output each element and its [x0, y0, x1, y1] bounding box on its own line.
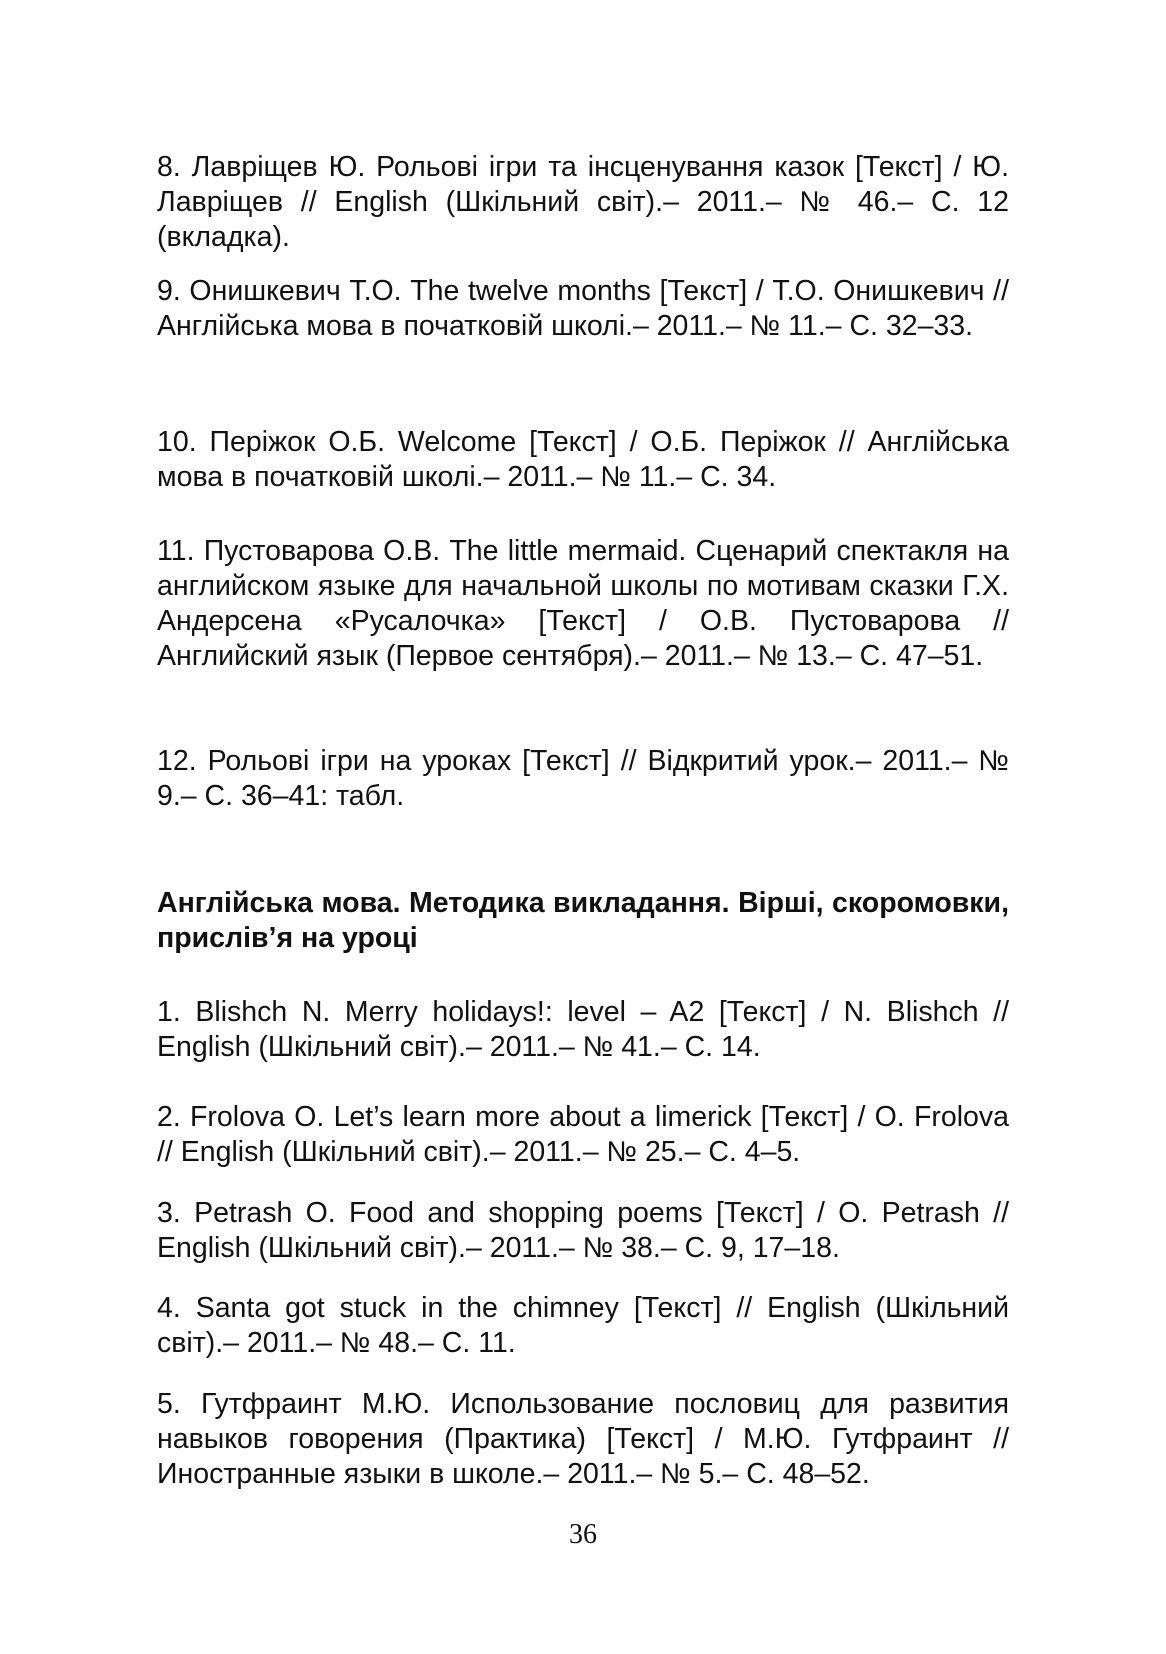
bibliography-entry: 12. Рольові ігри на уроках [Текст] // Відкритий урок.– 2011.– № 9.– С. 36–41: табл.	[157, 745, 1009, 812]
page-number: 36	[569, 1519, 597, 1550]
bibliography-entry: 10. Періжок О.Б. Welcome [Текст] / О.Б. Періжок // Англійська мова в початковій школі.– 2011.– № 11.– С. 34.	[157, 426, 1009, 493]
entry-12	[157, 744, 1009, 814]
bibliography-entry: 2. Frolova O. Let’s learn more about a limerick [Текст] / O. Frolova // English (Шкільний світ).– 2011.– № 25.– С. 4–5.	[157, 1101, 1009, 1168]
entry-s2-2	[157, 1100, 1009, 1170]
bibliography-entry: 1. Blishch N. Merry holidays!: level – A2 [Текст] / N. Blishch // English (Шкільний світ).– 2011.– № 41.– С. 14.	[157, 996, 1009, 1063]
entry-s2-4	[157, 1291, 1009, 1361]
entry-s2-3	[157, 1196, 1009, 1266]
entry-10	[157, 425, 1009, 495]
bibliography-entry: 8. Лавріщев Ю. Рольові ігри та інсценування казок [Текст] / Ю. Лавріщев // English (Шкільний світ).– 2011.– № 46.– С. 12 (вкладка).	[157, 151, 1009, 253]
section-heading: Англійська мова. Методика викладання. Вірші, скоромовки, прислів’я на уроці	[157, 887, 1009, 954]
entry-11	[157, 534, 1009, 674]
bibliography-entry: 4. Santa got stuck in the chimney [Текст] // English (Шкільний світ).– 2011.– № 48.– С. 11.	[157, 1292, 1009, 1359]
bibliography-entry: 9. Онишкевич Т.О. The twelve months [Текст] / Т.О. Онишкевич // Англійська мова в початковій школі.– 2011.– № 11.– С. 32–33.	[157, 275, 1009, 342]
entry-8	[157, 150, 1009, 255]
entry-s2-1	[157, 995, 1009, 1065]
entry-s2-5	[157, 1387, 1009, 1492]
bibliography-entry: 11. Пустоварова О.В. The little mermaid. Сценарий спектакля на английском языке для начальной школы по мотивам сказки Г.Х. Андерсена «Русалочка» [Текст] / О.В. Пустоварова // Английский язык (Первое сентября).– 2011.– № 13.– С. 47–51.	[157, 535, 1009, 672]
section-heading-block	[157, 886, 1009, 956]
entry-9	[157, 274, 1009, 344]
bibliography-entry: 5. Гутфраинт М.Ю. Использование пословиц для развития навыков говорения (Практика) [Текст] / М.Ю. Гутфраинт // Иностранные языки в школе.– 2011.– № 5.– С. 48–52.	[157, 1388, 1009, 1490]
bibliography-entry: 3. Petrash O. Food and shopping poems [Текст] / O. Petrash // English (Шкільний світ).– 2011.– № 38.– С. 9, 17–18.	[157, 1197, 1009, 1264]
